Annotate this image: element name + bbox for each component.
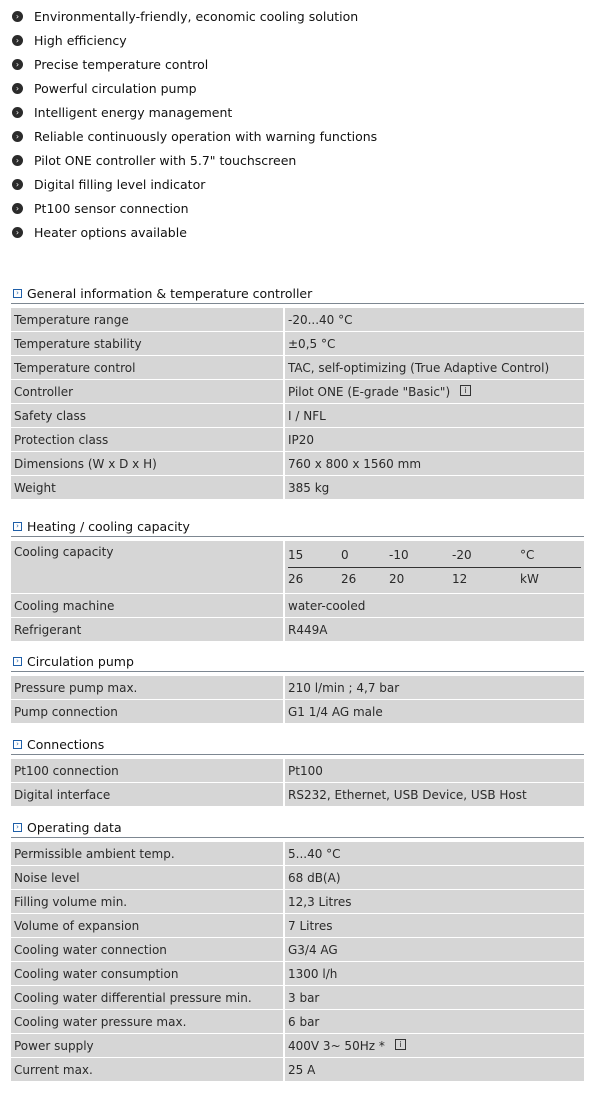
table-row <box>11 1034 584 1058</box>
row-label: Cooling water consumption <box>11 962 284 986</box>
chevron-right-circle-icon: › <box>12 11 23 22</box>
feature-text: Pilot ONE controller with 5.7" touchscreen <box>34 152 297 168</box>
chevron-right-circle-icon: › <box>12 203 23 214</box>
table-row <box>11 452 584 476</box>
feature-text: Powerful circulation pump <box>34 80 197 96</box>
row-value: 7 Litres <box>284 914 584 938</box>
feature-text: Environmentally-friendly, economic cooling solution <box>34 8 359 24</box>
capacity-value: 20 <box>389 572 405 586</box>
section-header[interactable] <box>11 283 584 304</box>
feature-text: Intelligent energy management <box>34 104 233 120</box>
row-label: Pt100 connection <box>11 759 284 783</box>
row-value: RS232, Ethernet, USB Device, USB Host <box>284 783 584 807</box>
row-value: 68 dB(A) <box>284 866 584 890</box>
chevron-right-circle-icon: › <box>12 227 23 238</box>
capacity-temp: 0 <box>341 548 349 562</box>
section-header[interactable] <box>11 516 584 537</box>
cooling-capacity-values <box>288 568 581 591</box>
table-row <box>11 866 584 890</box>
row-value: 210 l/min ; 4,7 bar <box>284 676 584 700</box>
spec-table <box>11 540 584 642</box>
row-label: Weight <box>11 476 284 500</box>
row-label: Temperature stability <box>11 332 284 356</box>
feature-item <box>12 28 377 52</box>
section-general <box>11 283 584 500</box>
table-row <box>11 332 584 356</box>
row-value: 400V 3~ 50Hz * <box>288 1038 385 1053</box>
row-label: Noise level <box>11 866 284 890</box>
row-label: Current max. <box>11 1058 284 1082</box>
chevron-right-circle-icon: › <box>12 59 23 70</box>
chevron-right-circle-icon: › <box>12 179 23 190</box>
section-title: Circulation pump <box>27 653 134 669</box>
row-label: Dimensions (W x D x H) <box>11 452 284 476</box>
expand-square-icon[interactable]: › <box>13 823 22 832</box>
row-label: Permissible ambient temp. <box>11 842 284 866</box>
table-row <box>11 594 584 618</box>
section-operating-data <box>11 817 584 1082</box>
section-title: Heating / cooling capacity <box>27 518 190 534</box>
feature-text: Reliable continuously operation with warning functions <box>34 128 378 144</box>
feature-item <box>12 76 377 100</box>
section-header[interactable] <box>11 817 584 838</box>
row-label: Temperature control <box>11 356 284 380</box>
section-heating-cooling <box>11 516 584 642</box>
info-icon[interactable]: i <box>395 1039 406 1050</box>
row-label: Cooling capacity <box>11 541 284 594</box>
table-row <box>11 962 584 986</box>
table-row <box>11 618 584 642</box>
row-value: 760 x 800 x 1560 mm <box>284 452 584 476</box>
info-icon[interactable]: i <box>460 385 471 396</box>
row-value: IP20 <box>284 428 584 452</box>
table-row <box>11 676 584 700</box>
row-label: Digital interface <box>11 783 284 807</box>
expand-square-icon[interactable]: › <box>13 289 22 298</box>
expand-square-icon[interactable]: › <box>13 657 22 666</box>
capacity-unit: kW <box>520 572 539 586</box>
feature-item <box>12 100 377 124</box>
chevron-right-circle-icon: › <box>12 83 23 94</box>
section-title: Operating data <box>27 819 122 835</box>
table-row <box>11 1010 584 1034</box>
row-value-with-info <box>284 1034 584 1058</box>
spec-table <box>11 758 584 807</box>
row-label: Power supply <box>11 1034 284 1058</box>
section-title: Connections <box>27 736 105 752</box>
row-value: 12,3 Litres <box>284 890 584 914</box>
capacity-value: 26 <box>288 572 304 586</box>
chevron-right-circle-icon: › <box>12 107 23 118</box>
feature-text: Pt100 sensor connection <box>34 200 189 216</box>
feature-text: High efficiency <box>34 32 127 48</box>
table-row <box>11 308 584 332</box>
table-row <box>11 759 584 783</box>
table-row <box>11 842 584 866</box>
table-row <box>11 428 584 452</box>
row-value: G1 1/4 AG male <box>284 700 584 724</box>
row-value: 25 A <box>284 1058 584 1082</box>
feature-item <box>12 220 377 244</box>
section-connections <box>11 734 584 807</box>
table-row <box>11 1058 584 1082</box>
capacity-unit: °C <box>520 548 535 562</box>
table-row <box>11 890 584 914</box>
table-row <box>11 914 584 938</box>
table-row <box>11 476 584 500</box>
feature-item <box>12 172 377 196</box>
row-label: Refrigerant <box>11 618 284 642</box>
row-label: Safety class <box>11 404 284 428</box>
row-value: ±0,5 °C <box>284 332 584 356</box>
row-label: Cooling water differential pressure min. <box>11 986 284 1010</box>
feature-item <box>12 124 377 148</box>
feature-item <box>12 196 377 220</box>
chevron-right-circle-icon: › <box>12 35 23 46</box>
row-value: G3/4 AG <box>284 938 584 962</box>
row-value-with-info <box>284 380 584 404</box>
table-row <box>11 938 584 962</box>
spec-table <box>11 675 584 724</box>
row-value: Pt100 <box>284 759 584 783</box>
table-row <box>11 986 584 1010</box>
row-value: 6 bar <box>284 1010 584 1034</box>
spec-table <box>11 307 584 500</box>
row-value: I / NFL <box>284 404 584 428</box>
row-value: -20...40 °C <box>284 308 584 332</box>
chevron-right-circle-icon: › <box>12 155 23 166</box>
section-title: General information & temperature controller <box>27 285 313 301</box>
feature-text: Precise temperature control <box>34 56 209 72</box>
feature-item <box>12 52 377 76</box>
row-label: Cooling water connection <box>11 938 284 962</box>
row-value: R449A <box>284 618 584 642</box>
table-row <box>11 700 584 724</box>
row-label: Cooling machine <box>11 594 284 618</box>
row-label: Filling volume min. <box>11 890 284 914</box>
table-row <box>11 380 584 404</box>
row-label: Protection class <box>11 428 284 452</box>
capacity-temp: -10 <box>389 548 409 562</box>
row-label: Pressure pump max. <box>11 676 284 700</box>
feature-list <box>12 4 377 244</box>
feature-item <box>12 148 377 172</box>
row-label: Volume of expansion <box>11 914 284 938</box>
row-label: Temperature range <box>11 308 284 332</box>
table-row <box>11 783 584 807</box>
section-header[interactable] <box>11 734 584 755</box>
section-header[interactable] <box>11 651 584 672</box>
cooling-capacity-temps <box>288 544 581 568</box>
capacity-value: 12 <box>452 572 468 586</box>
row-label: Cooling water pressure max. <box>11 1010 284 1034</box>
chevron-right-circle-icon: › <box>12 131 23 142</box>
table-row <box>11 541 584 594</box>
row-value: water-cooled <box>284 594 584 618</box>
row-value: 385 kg <box>284 476 584 500</box>
row-value: Pilot ONE (E-grade "Basic") <box>288 384 451 399</box>
capacity-value: 26 <box>341 572 357 586</box>
row-label: Controller <box>11 380 284 404</box>
table-row <box>11 404 584 428</box>
row-value: 1300 l/h <box>284 962 584 986</box>
section-circulation-pump <box>11 651 584 724</box>
expand-square-icon[interactable]: › <box>13 522 22 531</box>
capacity-temp: -20 <box>452 548 472 562</box>
capacity-temp: 15 <box>288 548 304 562</box>
row-value: 3 bar <box>284 986 584 1010</box>
row-label: Pump connection <box>11 700 284 724</box>
table-row <box>11 356 584 380</box>
feature-text: Heater options available <box>34 224 187 240</box>
row-value: 5...40 °C <box>284 842 584 866</box>
row-value: TAC, self-optimizing (True Adaptive Control) <box>284 356 584 380</box>
feature-text: Digital filling level indicator <box>34 176 206 192</box>
expand-square-icon[interactable]: › <box>13 740 22 749</box>
spec-table <box>11 841 584 1082</box>
feature-item <box>12 4 377 28</box>
cooling-capacity-grid <box>284 541 584 594</box>
